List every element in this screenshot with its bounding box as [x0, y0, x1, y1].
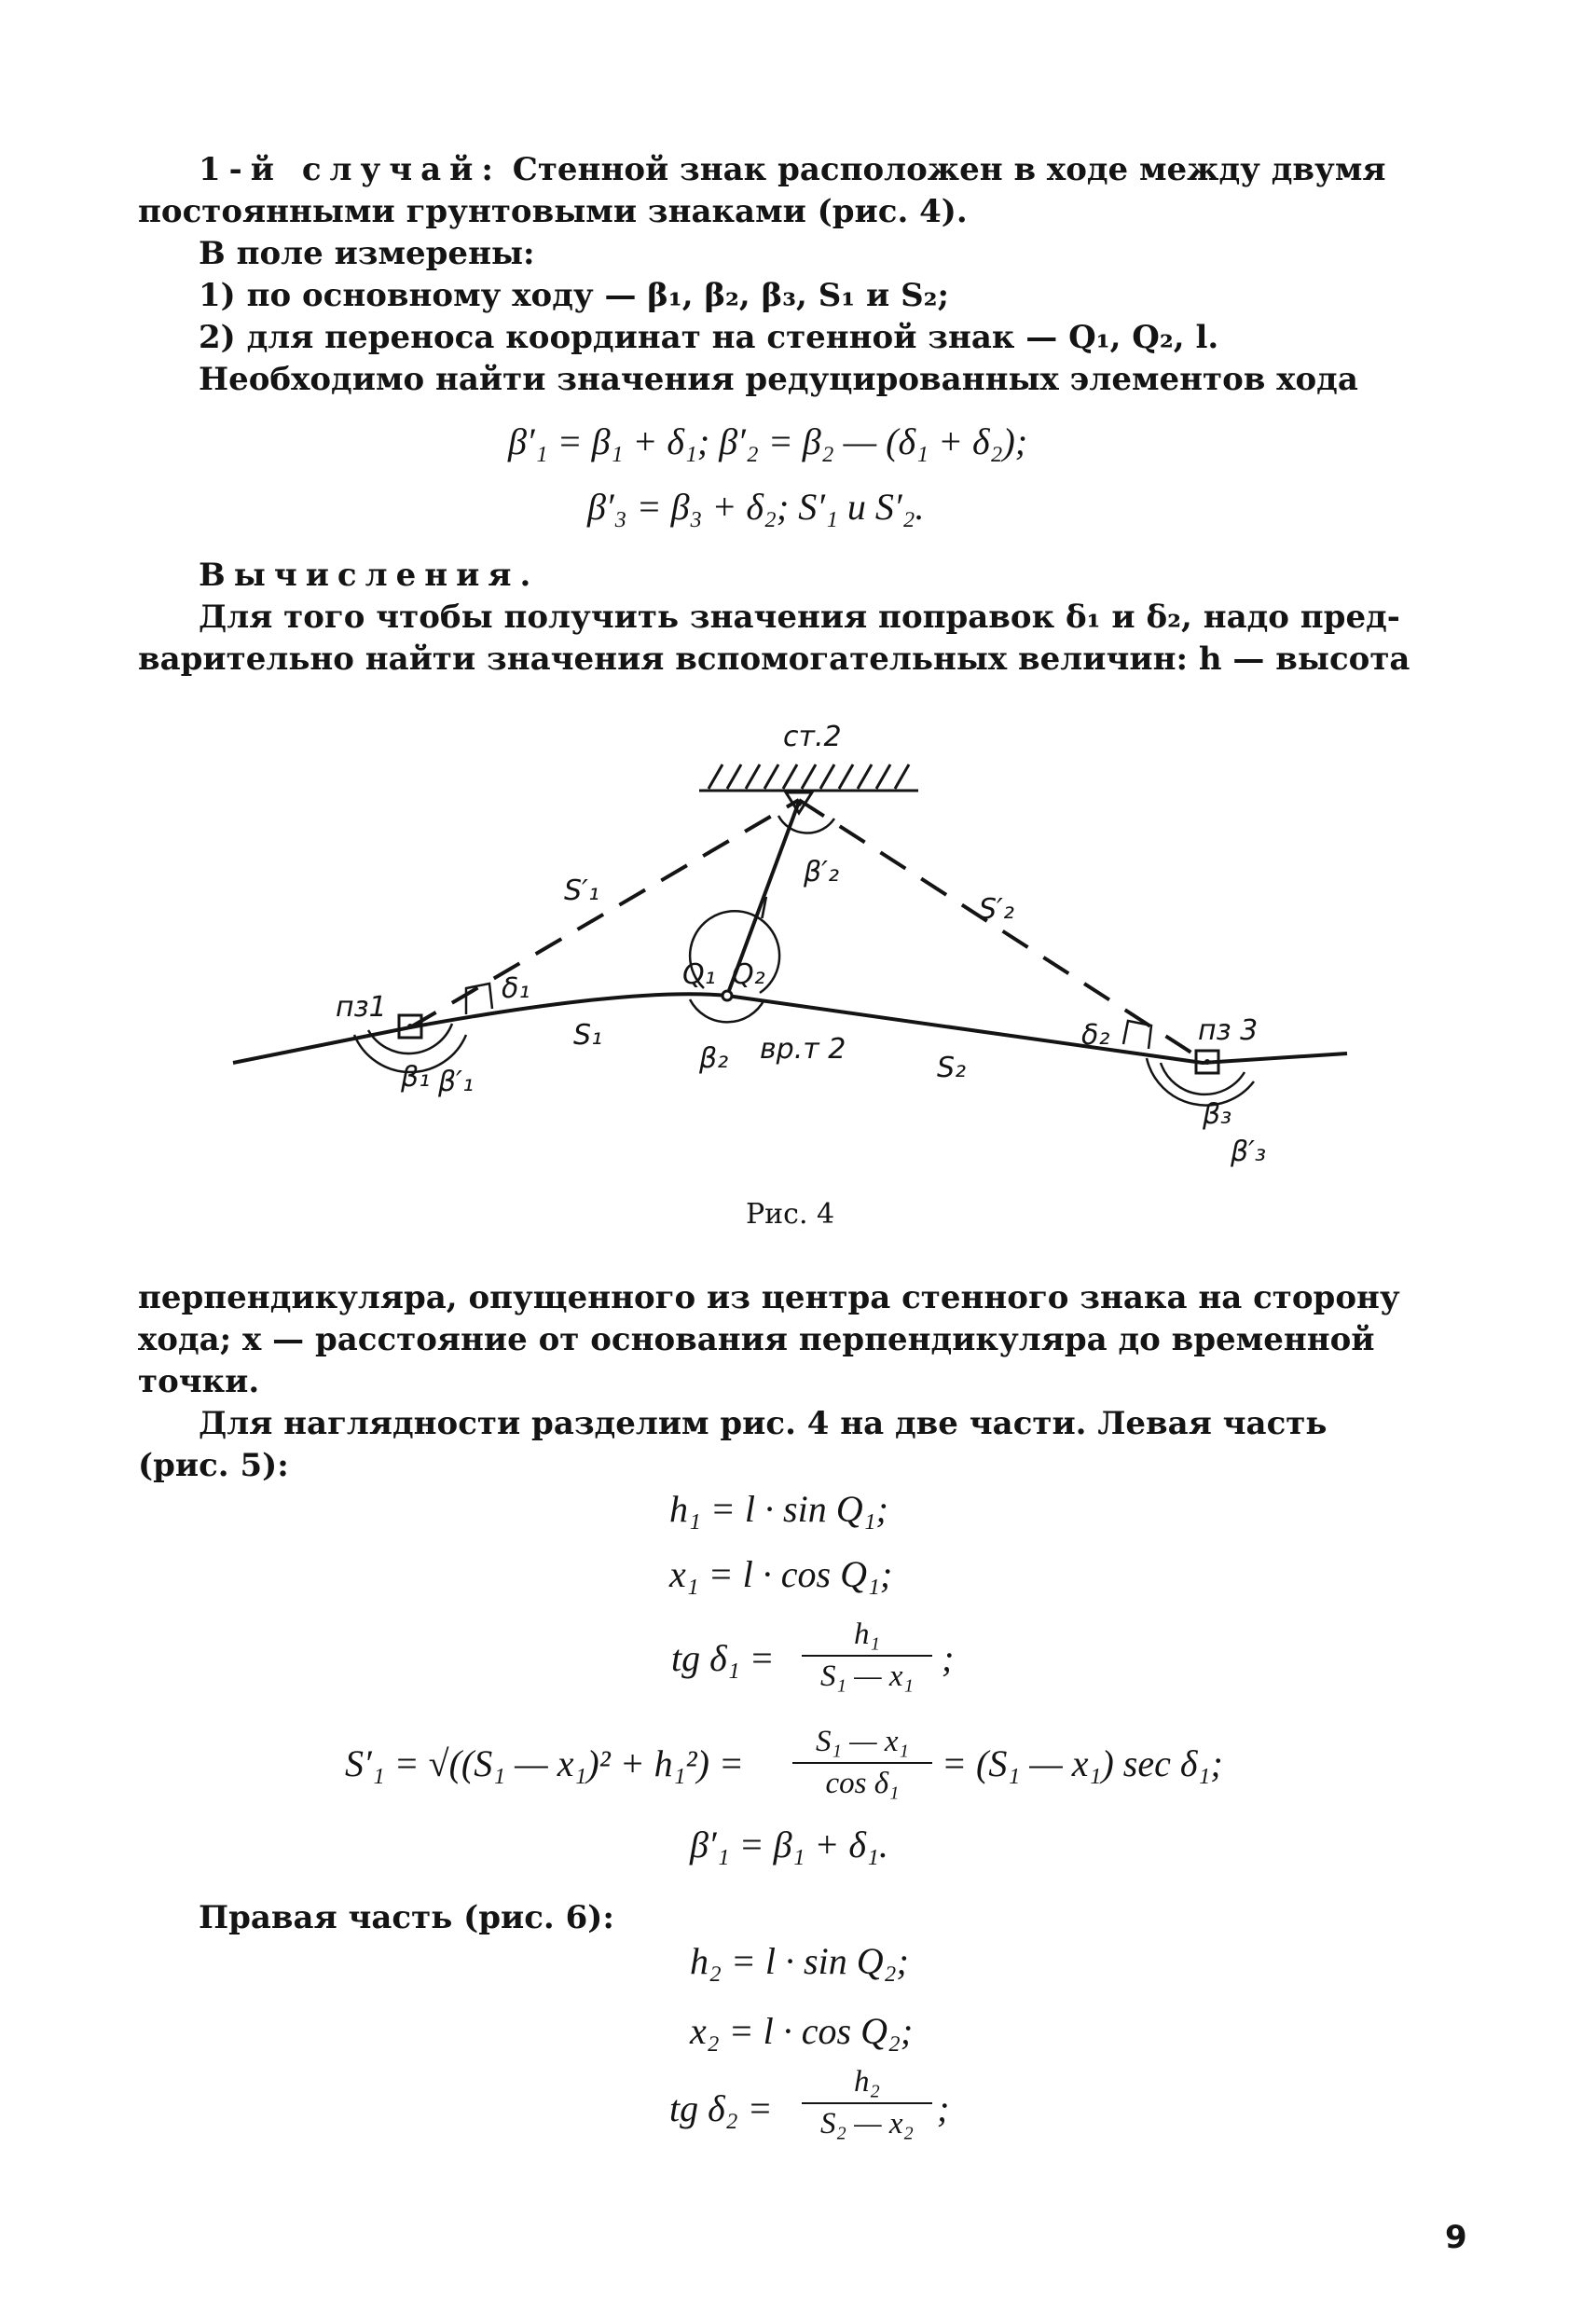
label-s1: S₁	[573, 1019, 603, 1052]
formula-s1-prime-num: S₁ — x₁	[816, 1725, 909, 1758]
computations-line-1: Для того чтобы получить значения поправок δ₁ и δ₂, надо пред-	[199, 599, 1400, 636]
formula-tg-delta1-bar	[802, 1655, 932, 1657]
after-figure-line-1: перпендикуляра, опущенного из центра стенного знака на сторону	[138, 1279, 1400, 1316]
intro-line-5: 2) для переноса координат на стенной знак — Q₁, Q₂, l.	[199, 319, 1219, 356]
computations-heading: Вычисления.	[199, 557, 540, 594]
right-part-label: Правая часть (рис. 6):	[199, 1899, 614, 1936]
formula-x1: x₁ = l · cos Q₁;	[669, 1553, 893, 1595]
label-beta1: β₁	[401, 1061, 431, 1094]
intro-line-4: 1) по основному ходу — β₁, β₂, β₃, S₁ и S₂;	[199, 277, 950, 314]
label-q1: Q₁	[682, 958, 716, 991]
label-delta1: δ₁	[502, 972, 530, 1005]
label-temp-point: вр.т 2	[760, 1033, 846, 1066]
formula-tg-delta1-den: S₁ — x₁	[820, 1659, 914, 1693]
formula-tg-delta1-end: ;	[942, 1637, 955, 1679]
after-figure-line-5: (рис. 5):	[138, 1447, 289, 1484]
formula-beta1-prime: β′₁ = β₁ + δ₁.	[690, 1824, 888, 1866]
label-q2: Q₂	[732, 958, 765, 991]
formula-reduced-row-2: β′₃ = β₃ + δ₂; S′₁ и S′₂.	[587, 486, 925, 528]
formula-s1-prime-bar	[792, 1762, 932, 1764]
label-beta3-prime: β′₃	[1231, 1136, 1266, 1168]
formula-tg-delta2-num: h₂	[854, 2065, 880, 2099]
label-beta3: β₃	[1203, 1098, 1232, 1131]
after-figure-line-2: хода; x — расстояние от основания перпендикуляра до временной	[138, 1321, 1375, 1358]
label-beta2-prime: β′₂	[804, 856, 839, 888]
formula-tg-delta1-lhs: tg δ₁ =	[671, 1637, 775, 1679]
intro-line-6: Необходимо найти значения редуцированных элементов хода	[199, 361, 1358, 398]
label-beta1-prime: β′₁	[438, 1066, 474, 1098]
label-wall: ст.2	[783, 721, 842, 753]
formula-tg-delta2-bar	[802, 2102, 932, 2104]
formula-x2: x₂ = l · cos Q₂;	[690, 2010, 914, 2052]
formula-tg-delta1-num: h₁	[854, 1618, 880, 1651]
formula-h1: h₁ = l · sin Q₁;	[669, 1488, 888, 1530]
label-pz3: пз 3	[1198, 1014, 1259, 1047]
formula-s1-prime-rhs: = (S₁ — x₁) sec δ₁;	[942, 1742, 1223, 1784]
label-pz1: пз1	[336, 991, 387, 1024]
formula-tg-delta2-lhs: tg δ₂ =	[669, 2087, 773, 2129]
intro-line-1-text: Стенной знак расположен в ходе между двумя	[512, 151, 1386, 188]
intro-line-3: В поле измерены:	[199, 235, 535, 272]
label-delta2: δ₂	[1081, 1019, 1110, 1052]
label-s2: S₂	[937, 1052, 967, 1084]
computations-line-2: варительно найти значения вспомогательных величин: h — высота	[138, 640, 1410, 678]
formula-s1-prime-den: cos δ₁	[825, 1767, 900, 1800]
intro-line-2: постоянными грунтовыми знаками (рис. 4).	[138, 193, 968, 230]
label-beta2: β₂	[699, 1042, 729, 1075]
formula-reduced-row-1: β′₁ = β₁ + δ₁; β′₂ = β₂ — (δ₁ + δ₂);	[508, 420, 1028, 462]
page-number: 9	[1445, 2219, 1467, 2256]
label-s1-prime: S′₁	[564, 874, 599, 907]
formula-h2: h₂ = l · sin Q₂;	[690, 1940, 909, 1982]
figure-caption: Рис. 4	[746, 1198, 835, 1231]
formula-s1-prime-lhs: S′₁ = √((S₁ — x₁)² + h₁²) =	[345, 1742, 744, 1784]
formula-tg-delta2-den: S₂ — x₂	[820, 2107, 914, 2141]
after-figure-line-3: точки.	[138, 1363, 260, 1400]
label-l: l	[760, 893, 768, 926]
label-s2-prime: S′₂	[979, 893, 1014, 926]
case-label: 1-й случай:	[199, 151, 502, 188]
after-figure-line-4: Для наглядности разделим рис. 4 на две части. Левая часть	[199, 1405, 1328, 1442]
formula-tg-delta2-end: ;	[937, 2087, 950, 2129]
